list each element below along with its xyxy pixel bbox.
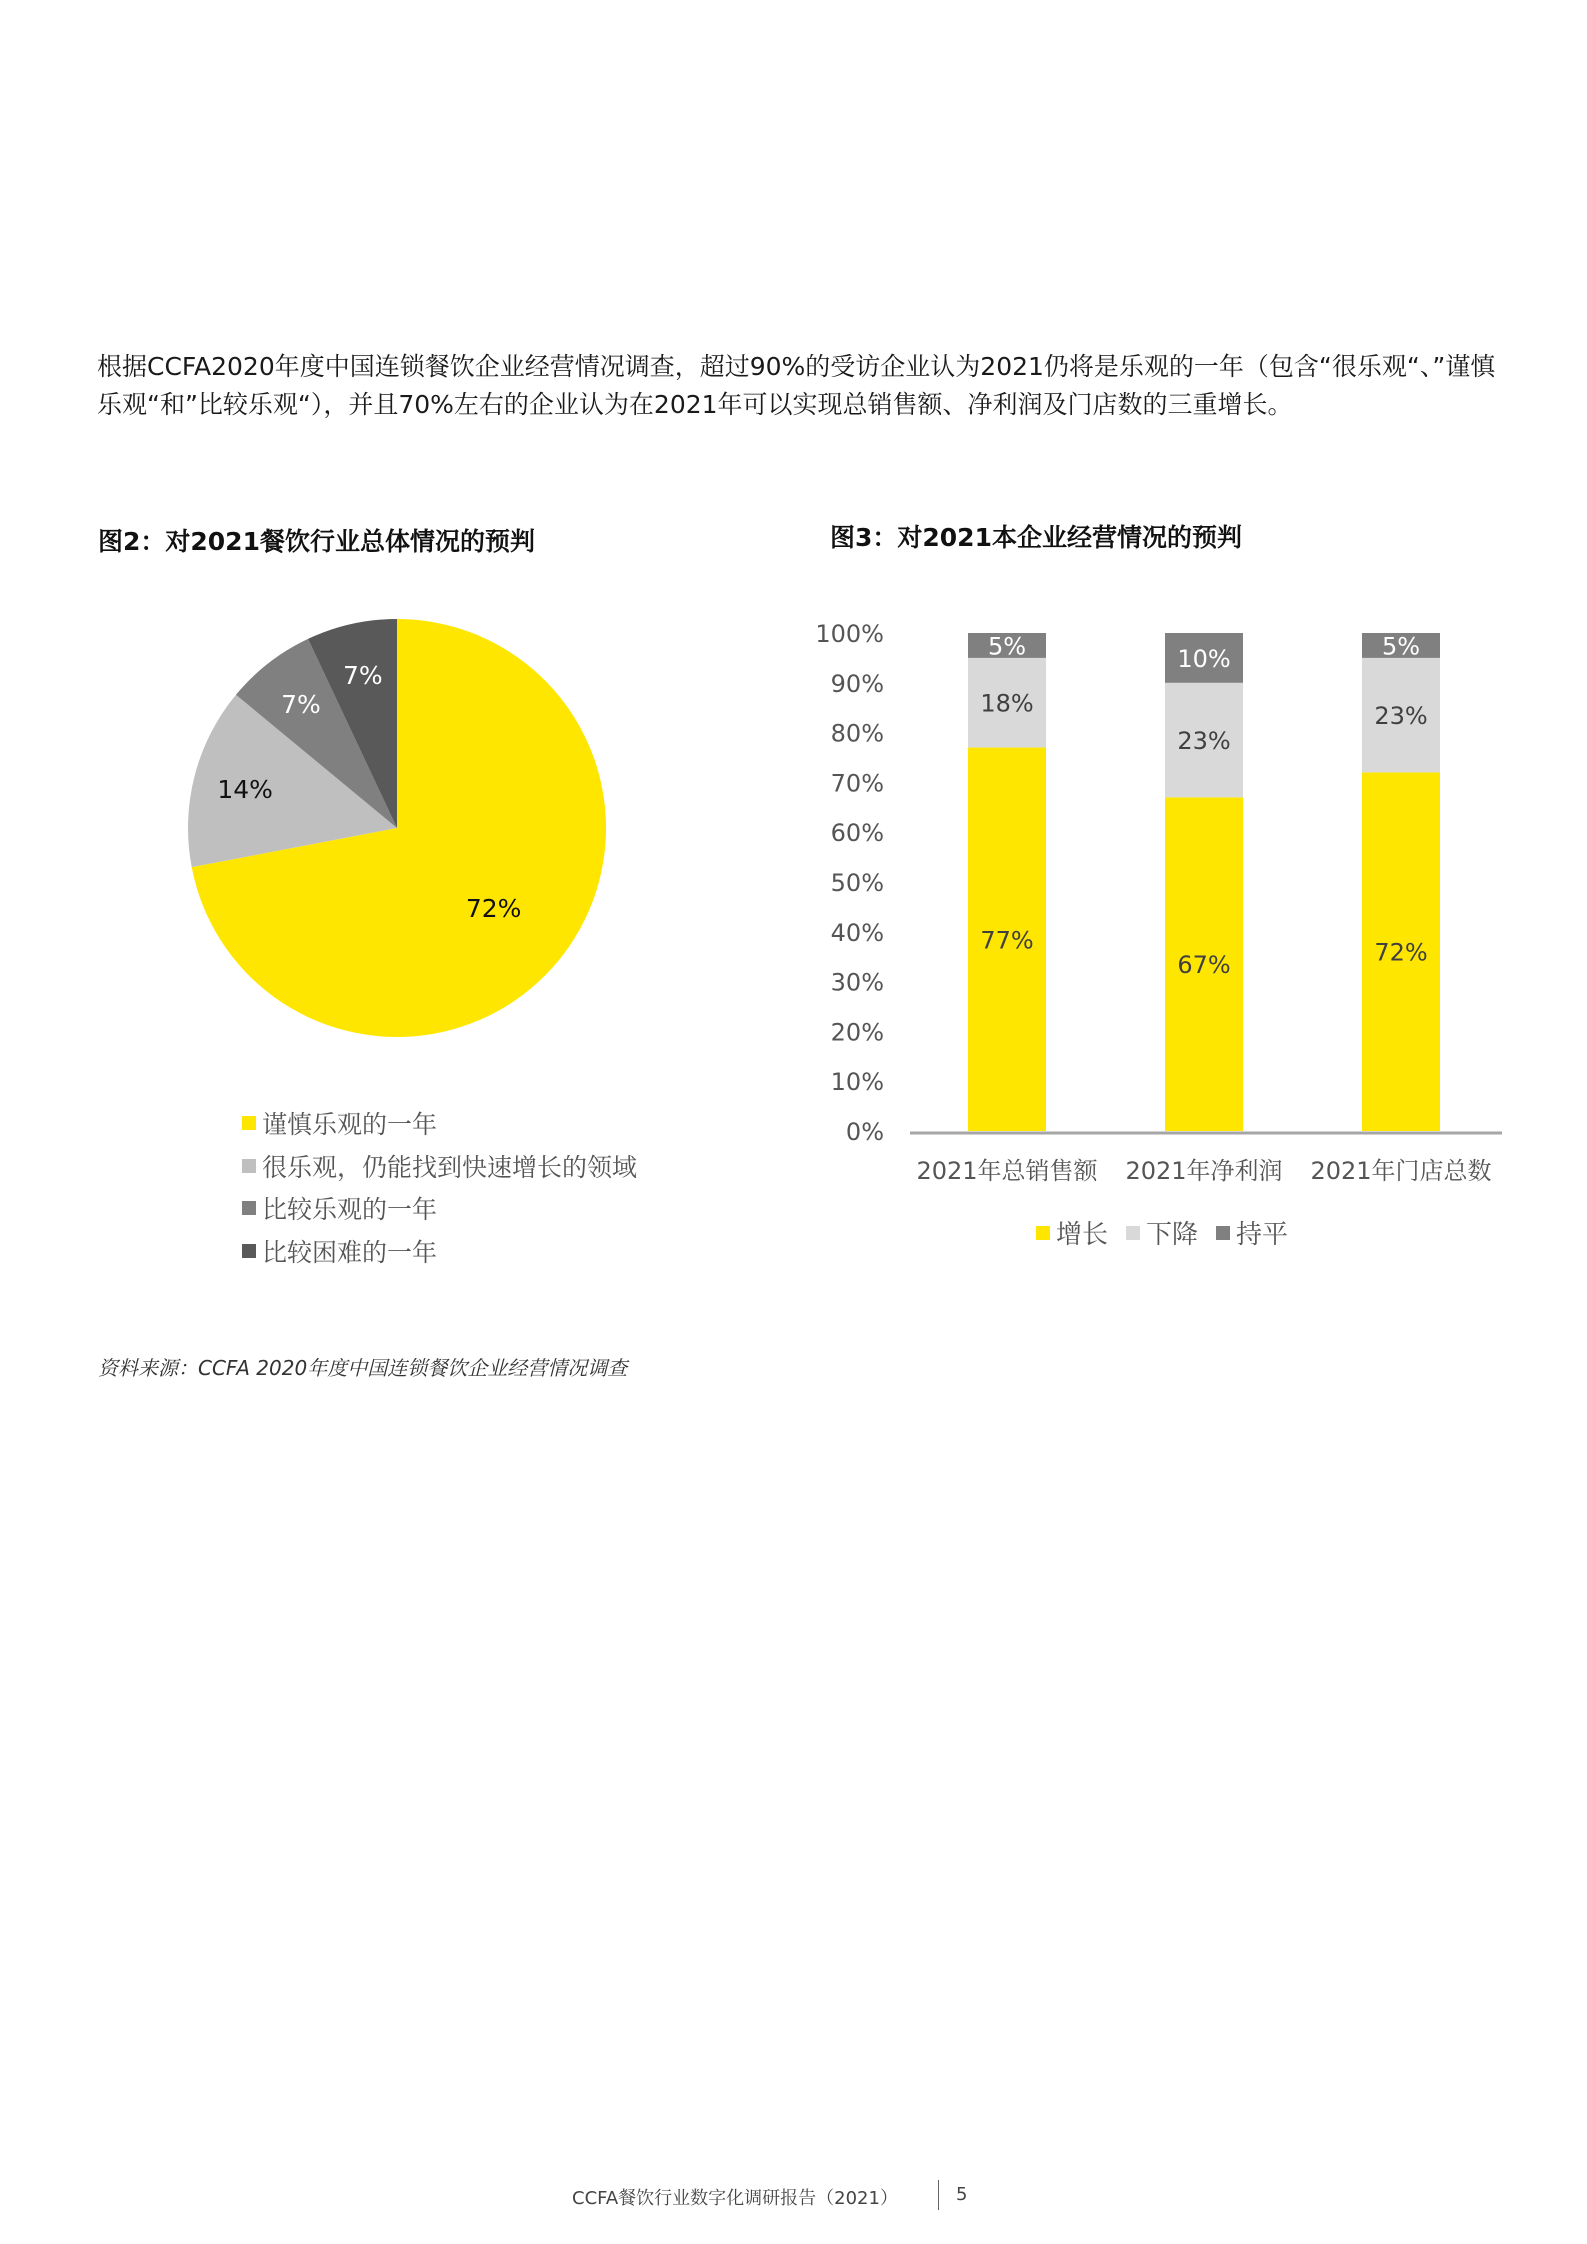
bar-data-label: 10% (1177, 644, 1231, 673)
y-tick-label: 30% (830, 968, 884, 997)
x-category-label: 2021年门店总数 (1310, 1157, 1492, 1185)
legend-item (242, 1102, 637, 1145)
legend-swatch (242, 1244, 256, 1258)
legend-item (242, 1187, 637, 1230)
bar-data-label: 72% (1374, 938, 1428, 967)
legend-label: 谨慎乐观的一年 (262, 1110, 438, 1140)
figure3-title: 图3：对2021本企业经营情况的预判 (830, 523, 1242, 552)
source-note: 资料来源：CCFA 2020年度中国连锁餐饮企业经营情况调查 (98, 1356, 628, 1380)
y-tick-label: 60% (830, 819, 884, 848)
legend-label: 比较乐观的一年 (262, 1195, 438, 1225)
legend-label: 比较困难的一年 (262, 1237, 438, 1267)
figure2-title: 图2：对2021餐饮行业总体情况的预判 (98, 527, 535, 556)
footer-divider (938, 2180, 939, 2210)
legend-label: 下降 (1146, 1220, 1199, 1250)
pie-data-label: 7% (281, 690, 321, 720)
pie-data-label: 72% (465, 893, 522, 923)
x-category-label: 2021年总销售额 (916, 1157, 1098, 1185)
y-tick-label: 20% (830, 1018, 884, 1047)
footer-title: CCFA餐饮行业数字化调研报告（2021） (572, 2188, 898, 2209)
legend-label: 持平 (1236, 1220, 1289, 1250)
bar-data-label: 77% (980, 926, 1034, 955)
y-tick-label: 90% (830, 669, 884, 698)
legend-swatch (1216, 1226, 1230, 1240)
bar-data-label: 5% (1381, 632, 1421, 661)
legend-swatch (1036, 1226, 1050, 1240)
pie-legend (242, 1102, 637, 1272)
legend-label: 增长 (1056, 1220, 1109, 1250)
y-tick-label: 0% (845, 1118, 884, 1146)
y-tick-label: 80% (830, 719, 884, 748)
pie-data-label: 14% (217, 775, 273, 805)
x-category-label: 2021年净利润 (1125, 1157, 1283, 1185)
bar-data-label: 5% (987, 632, 1027, 661)
intro-paragraph: 根据CCFA2020年度中国连锁餐饮企业经营情况调查，超过90%的受访企业认为2021仍将是乐观的一年（包含“很乐观“、”谨慎乐观“和”比较乐观“），并且70%左右的企业认为在2021年可以实现总销售额、净利润及门店数的三重增长。 (97, 352, 1496, 419)
y-tick-label: 50% (830, 869, 884, 897)
legend-swatch (242, 1201, 256, 1215)
bar-data-label: 23% (1177, 727, 1231, 756)
y-tick-label: 70% (830, 769, 884, 798)
y-tick-label: 10% (830, 1068, 884, 1097)
y-tick-label: 100% (815, 620, 884, 648)
legend-swatch (242, 1116, 256, 1130)
legend-item (1216, 1214, 1288, 1251)
bar-data-label: 18% (980, 689, 1034, 718)
bar-data-label: 67% (1177, 951, 1231, 980)
legend-item (1036, 1214, 1108, 1251)
legend-swatch (242, 1159, 256, 1173)
legend-item (242, 1145, 637, 1188)
legend-item (242, 1230, 637, 1273)
page-number: 5 (956, 2184, 968, 2205)
pie-data-label: 7% (342, 661, 383, 691)
legend-label: 很乐观，仍能找到快速增长的领域 (262, 1152, 638, 1182)
legend-swatch (1126, 1226, 1140, 1240)
bar-legend (1036, 1214, 1288, 1251)
bar-data-label: 23% (1374, 702, 1428, 731)
y-tick-label: 40% (830, 918, 884, 947)
legend-item (1126, 1214, 1198, 1251)
